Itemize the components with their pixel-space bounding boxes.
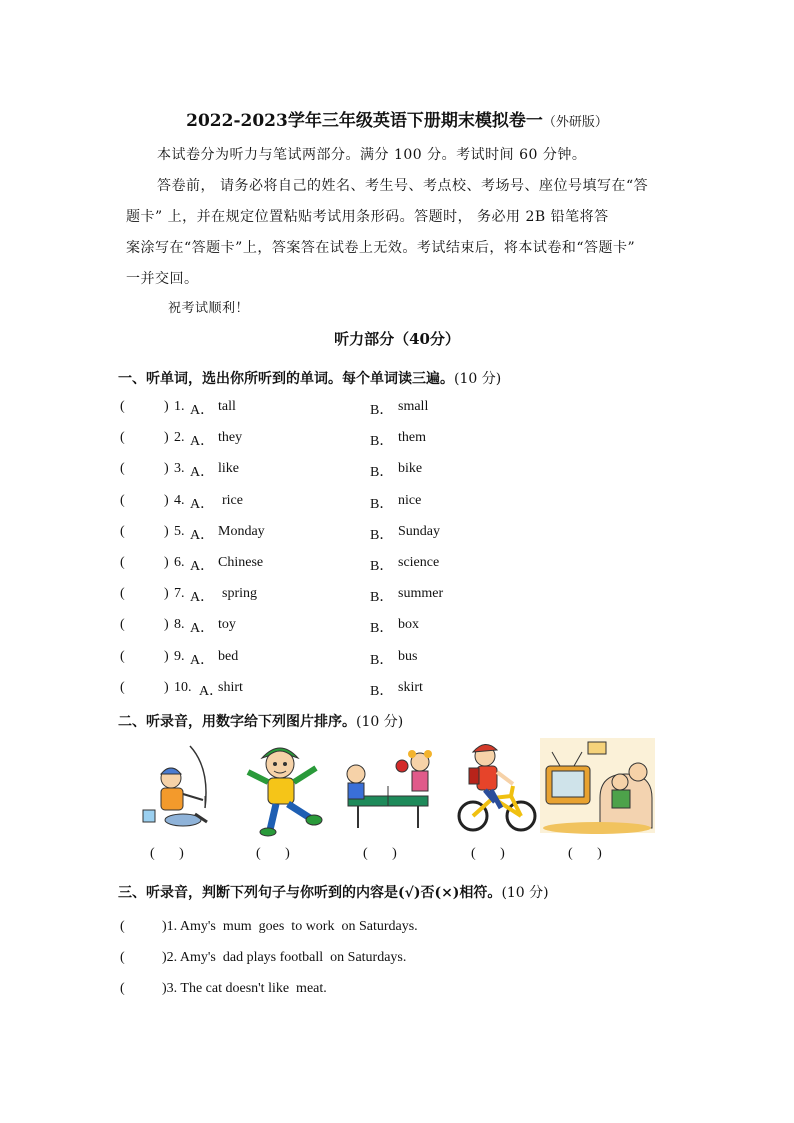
option-b-label: B． — [370, 527, 394, 543]
option-a-label: A． — [190, 403, 215, 418]
page-title — [0, 106, 794, 131]
answer-paren-close: ) — [164, 679, 169, 695]
option-b-word: summer — [398, 586, 444, 602]
option-a-label: A． — [190, 434, 215, 450]
answer-paren-open[interactable]: ( — [120, 430, 125, 446]
option-b-label: B． — [370, 621, 394, 637]
section2-title: 二、听录音，用数字给下列图片排序。 — [118, 714, 356, 730]
option-a-label: A． — [190, 590, 215, 606]
question-number: 10. — [174, 679, 192, 695]
answer-paren-close: ) — [164, 617, 169, 633]
option-a-label: A． — [199, 683, 224, 699]
title-main: 2022-2023学年三年级英语下册期末模拟卷一 — [186, 111, 543, 131]
picture-blank[interactable]: ( ) — [363, 846, 397, 861]
title-sub: （外研版） — [542, 115, 608, 130]
section2-points: (10 分) — [356, 714, 404, 730]
intro-line-1: 本试卷分为听力与笔试两部分。满分 100 分。考试时间 60 分钟。 — [157, 147, 587, 163]
section1-title: 一、听单词，选出你所听到的单词。每个单词读三遍。 — [118, 371, 454, 387]
option-b-word: nice — [398, 492, 422, 508]
picture-blank[interactable]: ( ) — [471, 846, 505, 861]
answer-paren-close: ) — [164, 461, 169, 477]
question-number: 5. — [174, 523, 185, 539]
section3-title: 三、听录音，判断下列句子与你听到的内容是(√)否(×)相符。 — [118, 885, 502, 901]
intro-line-5: 一并交回。 — [126, 271, 199, 287]
answer-paren-open[interactable]: ( — [120, 648, 125, 664]
ping-pong-picture — [338, 738, 443, 838]
option-a-word: like — [218, 461, 239, 477]
option-a-word: toy — [218, 617, 236, 633]
option-b-word: bus — [398, 648, 418, 664]
option-a-label: A． — [190, 621, 215, 637]
option-b-label: B． — [370, 465, 394, 481]
option-a-word: spring — [222, 586, 257, 602]
statement-text: )3. The cat doesn't like meat. — [162, 981, 327, 996]
question-number: 8. — [174, 617, 185, 633]
question-number: 3. — [174, 461, 185, 477]
option-a-word: Monday — [218, 523, 265, 539]
section2-heading — [118, 711, 403, 731]
section1-points: (10 分) — [454, 371, 502, 387]
option-b-word: Sunday — [398, 523, 440, 539]
intro-line-3: 题卡” 上，并在规定位置粘贴考试用条形码。答题时， 务必用 2B 铅笔将答 — [126, 209, 609, 225]
boy-kicking-picture — [240, 738, 325, 838]
option-a-word: bed — [218, 648, 239, 664]
option-b-label: B． — [370, 683, 394, 699]
option-a-word: shirt — [218, 679, 243, 695]
statement-text: )1. Amy's mum goes to work on Saturdays. — [162, 919, 418, 934]
option-b-label: B． — [370, 434, 394, 450]
answer-paren-open[interactable]: ( — [120, 679, 125, 695]
answer-paren-open[interactable]: ( — [120, 555, 125, 570]
intro-line-4: 案涂写在“答题卡”上，答案答在试卷上无效。考试结束后，将本试卷和“答题卡” — [126, 240, 636, 256]
option-a-label: A． — [190, 496, 215, 512]
option-b-label: B． — [370, 652, 394, 668]
picture-blank[interactable]: ( ) — [256, 846, 290, 861]
section3-points: (10 分) — [501, 885, 549, 901]
answer-paren-open[interactable]: ( — [120, 586, 125, 602]
judge-paren-open[interactable]: ( — [120, 981, 125, 996]
picture-blank[interactable]: ( ) — [568, 846, 602, 861]
question-number: 9. — [174, 648, 185, 664]
answer-paren-close: ) — [164, 555, 169, 570]
answer-paren-open[interactable]: ( — [120, 492, 125, 508]
option-b-word: them — [398, 430, 426, 446]
question-number: 1. — [174, 399, 185, 414]
option-a-word: Chinese — [218, 555, 264, 570]
option-a-label: A． — [190, 559, 215, 574]
option-a-word: rice — [222, 492, 243, 508]
intro-line-2: 答卷前， 请务必将自己的姓名、考生号、考点校、考场号、座位号填写在“答 — [157, 178, 649, 194]
section1-heading — [118, 368, 501, 388]
option-a-word: they — [218, 430, 243, 446]
boy-cycling-picture — [455, 738, 540, 838]
option-b-word: small — [398, 399, 429, 414]
option-a-label: A． — [190, 652, 215, 668]
option-b-word: science — [398, 555, 440, 570]
judge-paren-open[interactable]: ( — [120, 919, 125, 934]
answer-paren-close: ) — [164, 399, 169, 414]
question-number: 7. — [174, 586, 185, 602]
option-b-label: B． — [370, 496, 394, 512]
boy-fishing-picture — [135, 738, 215, 838]
answer-paren-open[interactable]: ( — [120, 399, 125, 414]
question-number: 4. — [174, 492, 185, 508]
answer-paren-close: ) — [164, 586, 169, 602]
listening-heading: 听力部分（40分） — [334, 330, 460, 348]
judge-paren-open[interactable]: ( — [120, 950, 125, 965]
option-a-word: tall — [218, 399, 236, 414]
answer-paren-open[interactable]: ( — [120, 617, 125, 633]
answer-paren-open[interactable]: ( — [120, 523, 125, 539]
question-number: 2. — [174, 430, 185, 446]
option-b-word: skirt — [398, 679, 423, 695]
answer-paren-close: ) — [164, 648, 169, 664]
question-number: 6. — [174, 555, 185, 570]
intro-wish: 祝考试顺利！ — [168, 301, 250, 316]
answer-paren-close: ) — [164, 492, 169, 508]
option-a-label: A． — [190, 527, 215, 543]
option-b-word: bike — [398, 461, 423, 477]
statement-text: )2. Amy's dad plays football on Saturdays. — [162, 950, 407, 965]
option-a-label: A． — [190, 465, 215, 481]
option-b-label: B． — [370, 590, 394, 606]
option-b-word: box — [398, 617, 419, 633]
answer-paren-open[interactable]: ( — [120, 461, 125, 477]
answer-paren-close: ) — [164, 523, 169, 539]
family-watching-tv-picture — [540, 738, 655, 838]
picture-blank[interactable]: ( ) — [150, 846, 184, 861]
option-b-label: B． — [370, 403, 394, 418]
option-b-label: B． — [370, 559, 394, 574]
answer-paren-close: ) — [164, 430, 169, 446]
section3-heading — [118, 882, 549, 902]
